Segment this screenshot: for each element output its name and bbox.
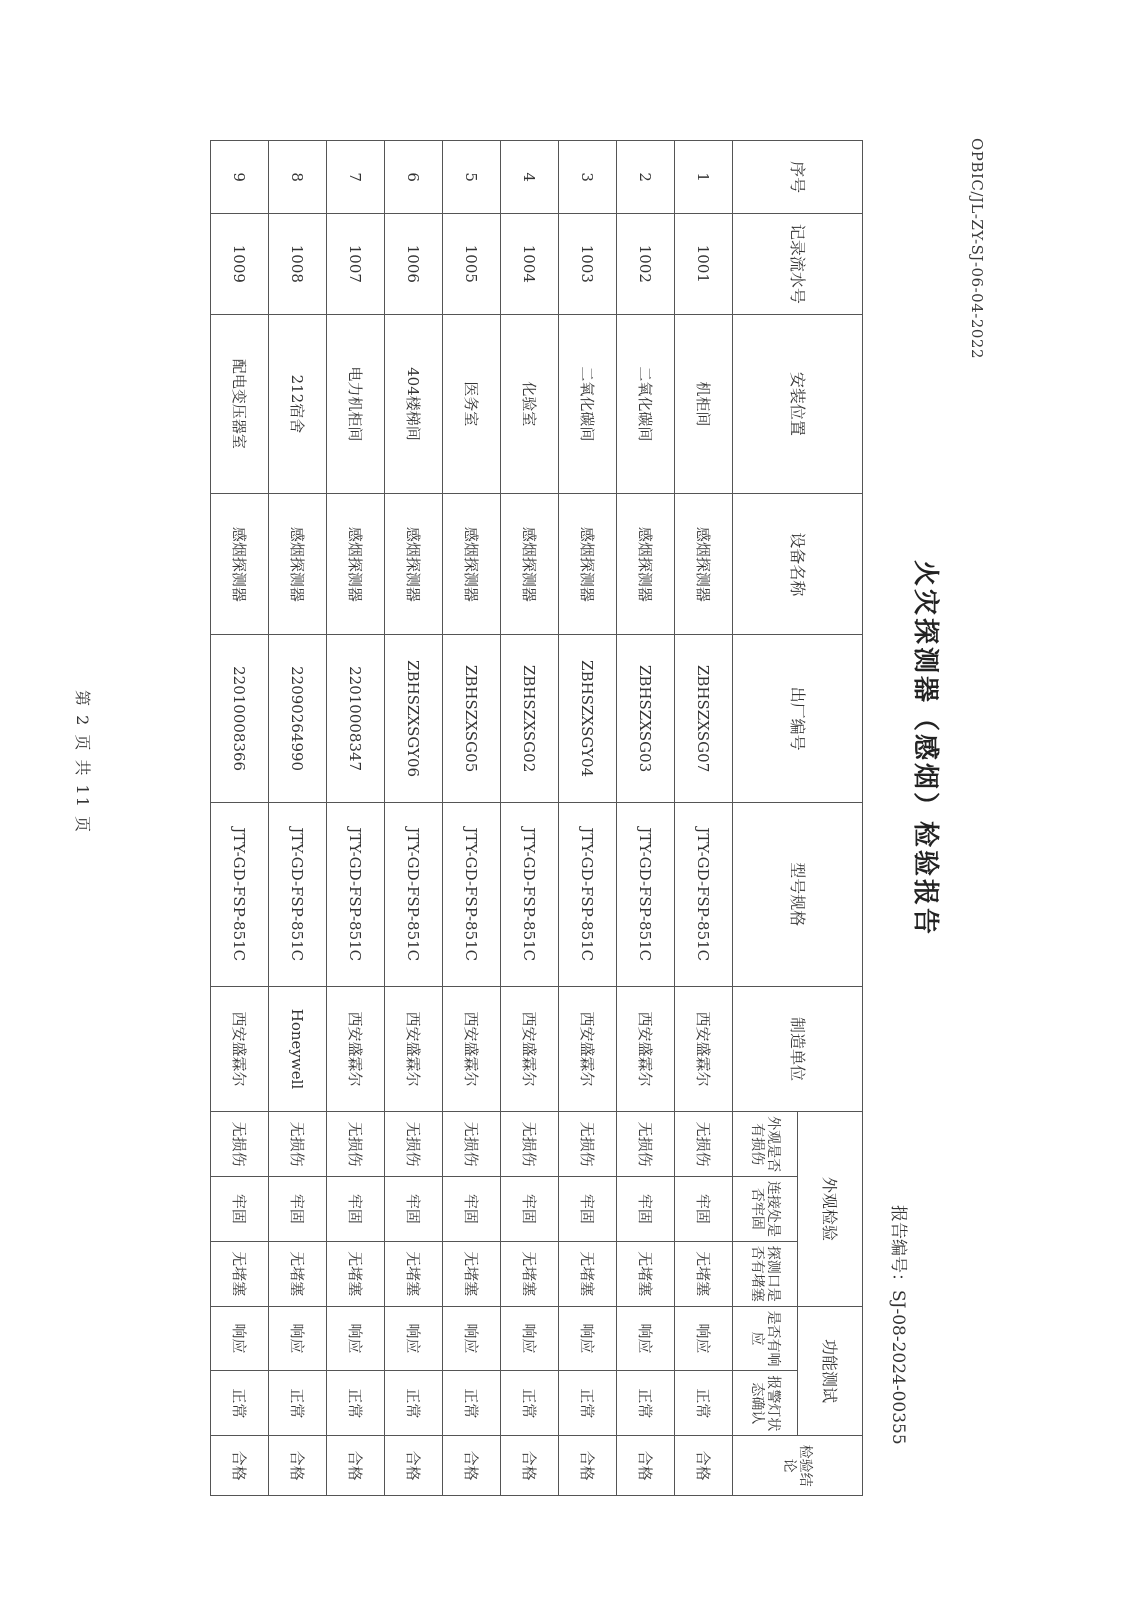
table-row — [675, 141, 733, 1496]
cell-record-no: 1009 — [211, 214, 269, 314]
table-row — [443, 141, 501, 1496]
cell-model: JTY-GD-FSP-851C — [269, 802, 327, 986]
cell-connection-firm: 牢固 — [559, 1177, 617, 1242]
cell-serial-no: ZBHSZXSGY06 — [385, 635, 443, 802]
cell-responds: 响应 — [617, 1306, 675, 1371]
cell-probe-blocked: 无堵塞 — [327, 1241, 385, 1306]
header-appearance-damage: 外观是否有损伤 — [733, 1112, 798, 1177]
header-probe-blocked: 探测口是否有堵塞 — [733, 1241, 798, 1306]
header-model: 型号规格 — [733, 802, 863, 986]
cell-appearance-damage: 无损伤 — [385, 1112, 443, 1177]
cell-conclusion: 合格 — [269, 1436, 327, 1496]
cell-conclusion: 合格 — [327, 1436, 385, 1496]
cell-record-no: 1006 — [385, 214, 443, 314]
cell-responds: 响应 — [327, 1306, 385, 1371]
cell-probe-blocked: 无堵塞 — [501, 1241, 559, 1306]
cell-location: 404楼梯间 — [385, 314, 443, 494]
cell-alarm-light: 正常 — [501, 1371, 559, 1436]
cell-location: 二氧化碳间 — [559, 314, 617, 494]
cell-model: JTY-GD-FSP-851C — [559, 802, 617, 986]
cell-alarm-light: 正常 — [559, 1371, 617, 1436]
cell-record-no: 1005 — [443, 214, 501, 314]
document-code: OPBIC/JL-ZY-SJ-06-04-2022 — [968, 138, 986, 359]
header-serial-no: 出厂编号 — [733, 635, 863, 802]
cell-conclusion: 合格 — [385, 1436, 443, 1496]
cell-responds: 响应 — [211, 1306, 269, 1371]
cell-connection-firm: 牢固 — [443, 1177, 501, 1242]
cell-device-name: 感烟探测器 — [675, 494, 733, 635]
report-number: 报告编号：SJ-08-2024-00355 — [888, 1205, 908, 1445]
table-row — [617, 141, 675, 1496]
cell-appearance-damage: 无损伤 — [675, 1112, 733, 1177]
cell-device-name: 感烟探测器 — [617, 494, 675, 635]
cell-alarm-light: 正常 — [269, 1371, 327, 1436]
cell-location: 二氧化碳间 — [617, 314, 675, 494]
cell-location: 医务室 — [443, 314, 501, 494]
cell-record-no: 1002 — [617, 214, 675, 314]
cell-probe-blocked: 无堵塞 — [443, 1241, 501, 1306]
cell-manufacturer: 西安盛霖尔 — [443, 986, 501, 1111]
cell-responds: 响应 — [269, 1306, 327, 1371]
header-connection-firm: 连接处是否牢固 — [733, 1177, 798, 1242]
cell-connection-firm: 牢固 — [385, 1177, 443, 1242]
cell-location: 机柜间 — [675, 314, 733, 494]
cell-model: JTY-GD-FSP-851C — [501, 802, 559, 986]
table-row — [501, 141, 559, 1496]
header-manufacturer: 制造单位 — [733, 986, 863, 1111]
header-record-no: 记录流水号 — [733, 214, 863, 314]
cell-appearance-damage: 无损伤 — [327, 1112, 385, 1177]
cell-probe-blocked: 无堵塞 — [385, 1241, 443, 1306]
cell-location: 电力机柜间 — [327, 314, 385, 494]
cell-probe-blocked: 无堵塞 — [269, 1241, 327, 1306]
cell-manufacturer: 西安盛霖尔 — [617, 986, 675, 1111]
cell-appearance-damage: 无损伤 — [501, 1112, 559, 1177]
cell-serial-no: ZBHSZXSG05 — [443, 635, 501, 802]
cell-serial-no: 22090264990 — [269, 635, 327, 802]
cell-alarm-light: 正常 — [327, 1371, 385, 1436]
cell-location: 化验室 — [501, 314, 559, 494]
cell-model: JTY-GD-FSP-851C — [211, 802, 269, 986]
report-title: 火灾探测器（感烟）检验报告 — [910, 560, 940, 938]
table-row — [385, 141, 443, 1496]
cell-manufacturer: 西安盛霖尔 — [675, 986, 733, 1111]
cell-alarm-light: 正常 — [675, 1371, 733, 1436]
header-responds: 是否有响应 — [733, 1306, 798, 1371]
cell-serial-no: ZBHSZXSGY04 — [559, 635, 617, 802]
cell-location: 配电变压器室 — [211, 314, 269, 494]
cell-manufacturer: Honeywell — [269, 986, 327, 1111]
cell-appearance-damage: 无损伤 — [211, 1112, 269, 1177]
cell-alarm-light: 正常 — [211, 1371, 269, 1436]
cell-seq: 9 — [211, 141, 269, 214]
cell-conclusion: 合格 — [675, 1436, 733, 1496]
cell-conclusion: 合格 — [501, 1436, 559, 1496]
cell-device-name: 感烟探测器 — [559, 494, 617, 635]
table-body — [211, 141, 733, 1496]
cell-serial-no: ZBHSZXSG03 — [617, 635, 675, 802]
cell-serial-no: ZBHSZXSG07 — [675, 635, 733, 802]
header-appearance-group: 外观检验 — [798, 1112, 863, 1306]
cell-connection-firm: 牢固 — [327, 1177, 385, 1242]
cell-record-no: 1004 — [501, 214, 559, 314]
cell-model: JTY-GD-FSP-851C — [385, 802, 443, 986]
cell-model: JTY-GD-FSP-851C — [617, 802, 675, 986]
cell-serial-no: 22010008366 — [211, 635, 269, 802]
cell-probe-blocked: 无堵塞 — [617, 1241, 675, 1306]
cell-seq: 2 — [617, 141, 675, 214]
cell-seq: 8 — [269, 141, 327, 214]
cell-connection-firm: 牢固 — [617, 1177, 675, 1242]
cell-connection-firm: 牢固 — [269, 1177, 327, 1242]
cell-seq: 1 — [675, 141, 733, 214]
cell-location: 212宿舍 — [269, 314, 327, 494]
cell-probe-blocked: 无堵塞 — [211, 1241, 269, 1306]
cell-device-name: 感烟探测器 — [269, 494, 327, 635]
cell-device-name: 感烟探测器 — [327, 494, 385, 635]
cell-manufacturer: 西安盛霖尔 — [327, 986, 385, 1111]
cell-alarm-light: 正常 — [443, 1371, 501, 1436]
header-conclusion: 检验结论 — [733, 1436, 863, 1496]
table-row — [559, 141, 617, 1496]
cell-conclusion: 合格 — [443, 1436, 501, 1496]
cell-device-name: 感烟探测器 — [443, 494, 501, 635]
cell-serial-no: ZBHSZXSG02 — [501, 635, 559, 802]
cell-model: JTY-GD-FSP-851C — [443, 802, 501, 986]
cell-record-no: 1001 — [675, 214, 733, 314]
table-row — [327, 141, 385, 1496]
cell-appearance-damage: 无损伤 — [443, 1112, 501, 1177]
header-alarm-light: 报警灯状态确认 — [733, 1371, 798, 1436]
cell-alarm-light: 正常 — [617, 1371, 675, 1436]
cell-device-name: 感烟探测器 — [211, 494, 269, 635]
cell-serial-no: 22010008347 — [327, 635, 385, 802]
cell-manufacturer: 西安盛霖尔 — [501, 986, 559, 1111]
cell-device-name: 感烟探测器 — [385, 494, 443, 635]
cell-alarm-light: 正常 — [385, 1371, 443, 1436]
cell-conclusion: 合格 — [559, 1436, 617, 1496]
header-location: 安装位置 — [733, 314, 863, 494]
header-seq: 序号 — [733, 141, 863, 214]
cell-seq: 3 — [559, 141, 617, 214]
inspection-table — [210, 140, 863, 1496]
header-device-name: 设备名称 — [733, 494, 863, 635]
header-function-group: 功能测试 — [798, 1306, 863, 1436]
cell-seq: 6 — [385, 141, 443, 214]
cell-connection-firm: 牢固 — [211, 1177, 269, 1242]
cell-appearance-damage: 无损伤 — [269, 1112, 327, 1177]
cell-seq: 4 — [501, 141, 559, 214]
cell-probe-blocked: 无堵塞 — [559, 1241, 617, 1306]
cell-connection-firm: 牢固 — [675, 1177, 733, 1242]
cell-responds: 响应 — [675, 1306, 733, 1371]
cell-appearance-damage: 无损伤 — [617, 1112, 675, 1177]
cell-model: JTY-GD-FSP-851C — [675, 802, 733, 986]
cell-probe-blocked: 无堵塞 — [675, 1241, 733, 1306]
cell-responds: 响应 — [501, 1306, 559, 1371]
table-row — [211, 141, 269, 1496]
cell-conclusion: 合格 — [617, 1436, 675, 1496]
cell-record-no: 1007 — [327, 214, 385, 314]
cell-record-no: 1003 — [559, 214, 617, 314]
cell-connection-firm: 牢固 — [501, 1177, 559, 1242]
cell-responds: 响应 — [443, 1306, 501, 1371]
cell-record-no: 1008 — [269, 214, 327, 314]
cell-conclusion: 合格 — [211, 1436, 269, 1496]
cell-responds: 响应 — [559, 1306, 617, 1371]
cell-seq: 5 — [443, 141, 501, 214]
cell-responds: 响应 — [385, 1306, 443, 1371]
table-row — [269, 141, 327, 1496]
cell-appearance-damage: 无损伤 — [559, 1112, 617, 1177]
cell-manufacturer: 西安盛霖尔 — [211, 986, 269, 1111]
cell-model: JTY-GD-FSP-851C — [327, 802, 385, 986]
cell-seq: 7 — [327, 141, 385, 214]
cell-device-name: 感烟探测器 — [501, 494, 559, 635]
cell-manufacturer: 西安盛霖尔 — [559, 986, 617, 1111]
cell-manufacturer: 西安盛霖尔 — [385, 986, 443, 1111]
page-number: 第 2 页 共 11 页 — [73, 690, 92, 834]
